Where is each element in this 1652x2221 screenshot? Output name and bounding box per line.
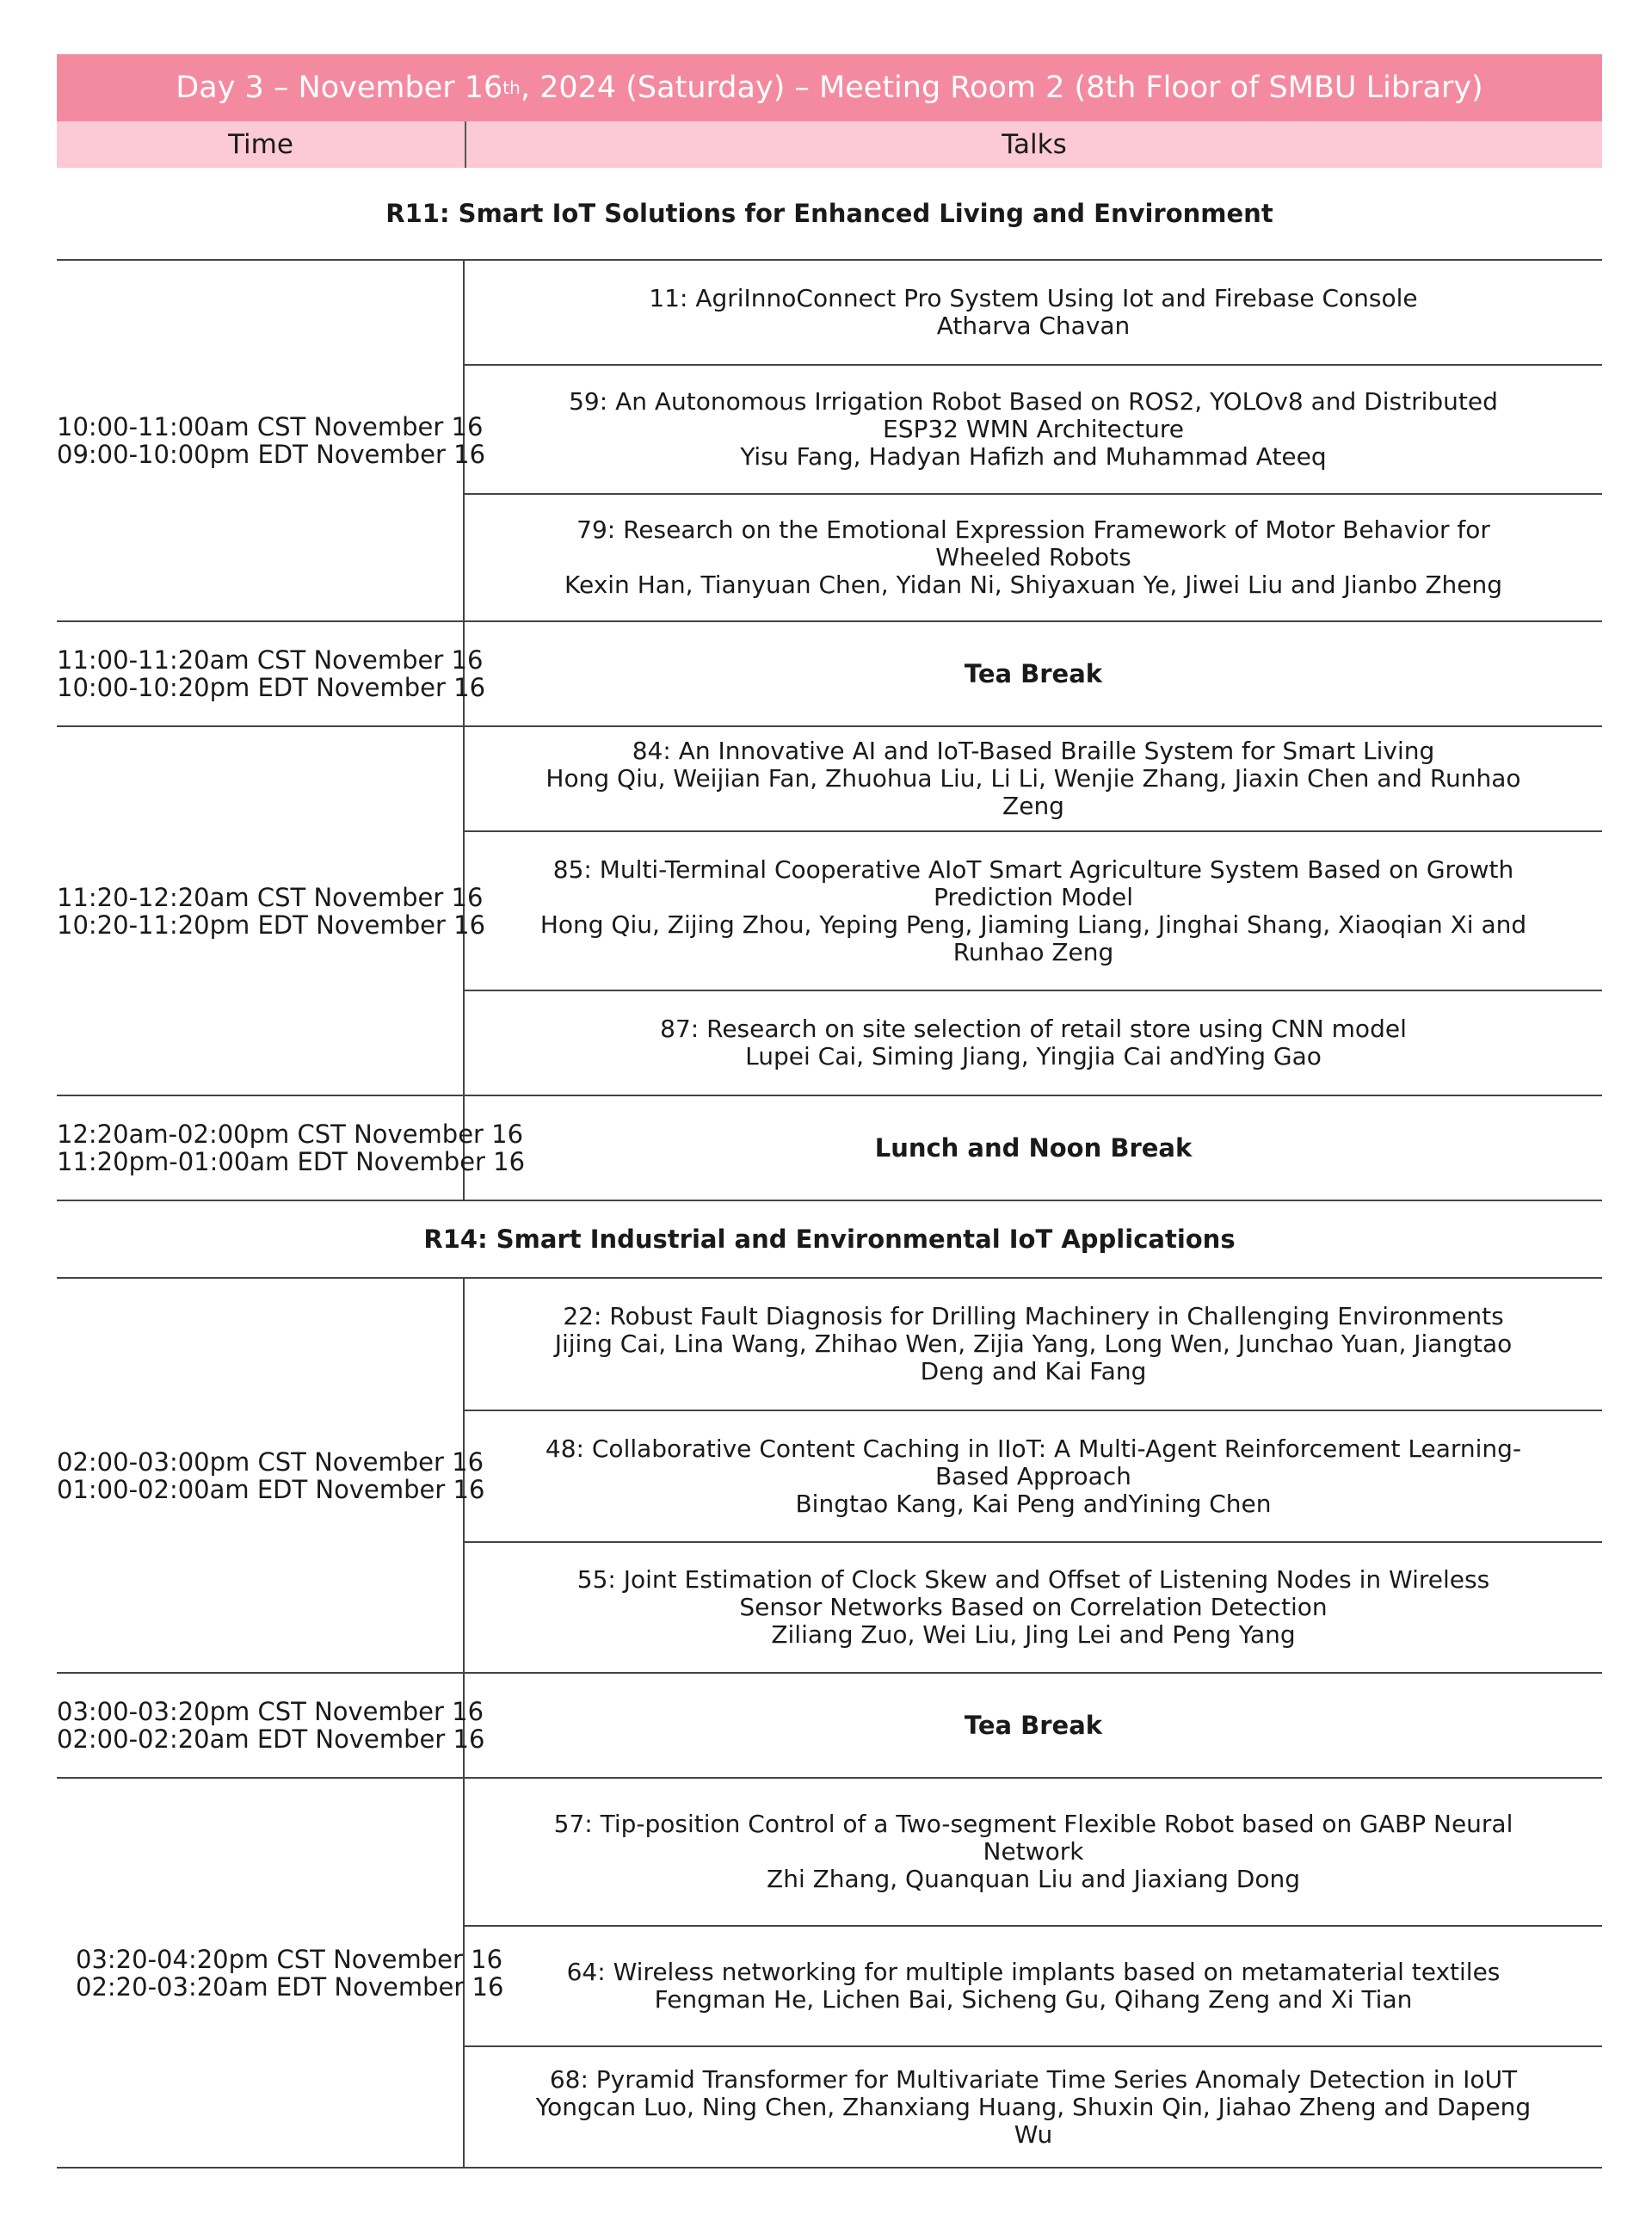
talk-title: 84: An Innovative AI and IoT-Based Braille System for Smart Living <box>632 737 1435 765</box>
schedule-row <box>57 1279 1602 1674</box>
time-cell <box>57 261 486 620</box>
talk-item <box>465 830 1602 990</box>
tea-break-label: Tea Break <box>964 1711 1103 1740</box>
session-title: R11: Smart IoT Solutions for Enhanced Living and Environment <box>57 168 1602 261</box>
talk-authors: Hong Qiu, Zijing Zhou, Yeping Peng, Jiaming Liang, Jinghai Shang, Xiaoqian Xi and Runhao Zeng <box>539 910 1527 966</box>
talks-cell <box>465 1674 1602 1777</box>
time-edt: 09:00-10:00pm EDT November 16 <box>57 440 486 469</box>
schedule-row <box>57 727 1602 1096</box>
talk-title: 11: AgriInnoConnect Pro System Using Iot and Firebase Console <box>649 284 1418 312</box>
time-cst: 02:00-03:00pm CST November 16 <box>57 1447 484 1477</box>
time-cell <box>57 1674 485 1777</box>
session-title: R14: Smart Industrial and Environmental IoT Applications <box>57 1201 1602 1279</box>
talk-title: 57: Tip-position Control of a Two-segment Flexible Robot based on GABP Neural Network <box>553 1810 1513 1866</box>
talks-cell <box>465 261 1602 620</box>
talk-item <box>465 1279 1602 1410</box>
talks-cell <box>465 727 1602 1095</box>
schedule-row <box>57 261 1602 622</box>
talk-title: 59: An Autonomous Irrigation Robot Based on ROS2, YOLOv8 and Distributed ESP32 WMN Architecture <box>569 387 1498 443</box>
column-talks: Talks <box>1002 129 1067 160</box>
talks-cell <box>465 1279 1602 1672</box>
talk-item <box>465 1410 1602 1541</box>
time-cst: 03:20-04:20pm CST November 16 <box>76 1944 503 1974</box>
talk-authors: Kexin Han, Tianyuan Chen, Yidan Ni, Shiyaxuan Ye, Jiwei Liu and Jianbo Zheng <box>564 571 1502 599</box>
schedule-row-break <box>57 622 1602 727</box>
banner-location: , 2024 (Saturday) – Meeting Room 2 (8th Floor of SMBU Library) <box>520 71 1483 105</box>
talk-authors: Yisu Fang, Hadyan Hafizh and Muhammad Ateeq <box>740 442 1327 471</box>
talks-cell <box>465 622 1602 725</box>
talks-cell <box>465 1096 1602 1200</box>
schedule-row-break <box>57 1674 1602 1779</box>
time-cell <box>57 1096 526 1200</box>
talk-title: 68: Pyramid Transformer for Multivariate Time Series Anomaly Detection in IoUT <box>549 2064 1518 2094</box>
talk-item <box>465 364 1602 493</box>
day-banner: Day 3 – November 16 th , 2024 (Saturday) – Meeting Room 2 (8th Floor of SMBU Library) <box>57 54 1602 121</box>
talks-cell <box>465 1779 1602 2167</box>
column-header <box>57 121 1602 168</box>
time-cst: 11:00-11:20am CST November 16 <box>57 645 484 675</box>
schedule-page <box>57 54 1602 2169</box>
talk-title: 22: Robust Fault Diagnosis for Drilling Machinery in Challenging Environments <box>563 1302 1504 1330</box>
talk-item <box>465 727 1602 830</box>
talk-authors: Fengman He, Lichen Bai, Sicheng Gu, Qihang Zeng and Xi Tian <box>654 1985 1413 2014</box>
column-time: Time <box>57 121 466 168</box>
talk-item <box>465 1925 1602 2045</box>
lunch-break-label: Lunch and Noon Break <box>874 1133 1193 1163</box>
time-cst: 03:00-03:20pm CST November 16 <box>57 1697 484 1726</box>
talk-authors: Bingtao Kang, Kai Peng andYining Chen <box>795 1489 1272 1518</box>
time-cst: 12:20am-02:00pm CST November 16 <box>57 1120 524 1149</box>
talk-item <box>465 1541 1602 1672</box>
talk-authors: Yongcan Luo, Ning Chen, Zhanxiang Huang, Shuxin Qin, Jiahao Zheng and Dapeng Wu <box>535 2092 1532 2149</box>
talk-item <box>465 2045 1602 2167</box>
time-cell <box>57 1779 504 2167</box>
time-edt: 10:00-10:20pm EDT November 16 <box>57 673 486 702</box>
schedule-row <box>57 1779 1602 2169</box>
time-cell <box>57 622 486 725</box>
tea-break-label: Tea Break <box>964 659 1103 688</box>
time-edt: 02:00-02:20am EDT November 16 <box>57 1724 485 1754</box>
time-edt: 02:20-03:20am EDT November 16 <box>76 1971 504 2002</box>
time-cst: 11:20-12:20am CST November 16 <box>57 882 484 912</box>
talk-authors: Hong Qiu, Weijian Fan, Zhuohua Liu, Li Li, Wenjie Zhang, Jiaxin Chen and Runhao Zeng <box>546 764 1521 820</box>
time-cst: 10:00-11:00am CST November 16 <box>57 412 484 441</box>
talk-item <box>465 493 1602 620</box>
talk-authors: Ziliang Zuo, Wei Liu, Jing Lei and Peng Yang <box>771 1620 1296 1649</box>
time-cell <box>57 727 486 1095</box>
talk-authors: Jijing Cai, Lina Wang, Zhihao Wen, Zijia Yang, Long Wen, Junchao Yuan, Jiangtao Deng and Kai Fang <box>554 1330 1513 1385</box>
talk-title: 87: Research on site selection of retail store using CNN model <box>660 1015 1407 1043</box>
talk-item <box>465 990 1602 1095</box>
time-edt: 11:20pm-01:00am EDT November 16 <box>57 1147 526 1176</box>
talk-authors: Zhi Zhang, Quanquan Liu and Jiaxiang Dong <box>767 1865 1300 1893</box>
talk-item <box>465 1779 1602 1925</box>
time-edt: 01:00-02:00am EDT November 16 <box>57 1474 485 1504</box>
talk-authors: Lupei Cai, Siming Jiang, Yingjia Cai andYing Gao <box>745 1042 1322 1070</box>
time-cell <box>57 1279 485 1672</box>
talk-title: 79: Research on the Emotional Expression Framework of Motor Behavior for Wheeled Robots <box>576 515 1490 571</box>
talk-authors: Atharva Chavan <box>936 312 1131 340</box>
talk-item <box>465 261 1602 364</box>
talk-title: 55: Joint Estimation of Clock Skew and Offset of Listening Nodes in Wireless Sensor Networks Based on Correlation Detection <box>576 1565 1490 1621</box>
talk-title: 64: Wireless networking for multiple implants based on metamaterial textiles <box>566 1958 1501 1986</box>
schedule-row-break <box>57 1096 1602 1201</box>
time-edt: 10:20-11:20pm EDT November 16 <box>57 910 486 940</box>
talk-title: 85: Multi-Terminal Cooperative AIoT Smart Agriculture System Based on Growth Prediction Model <box>552 854 1514 911</box>
talk-title: 48: Collaborative Content Caching in IIoT: A Multi-Agent Reinforcement Learning-Based Approach <box>545 1434 1522 1490</box>
banner-date: Day 3 – November 16 <box>176 71 503 105</box>
